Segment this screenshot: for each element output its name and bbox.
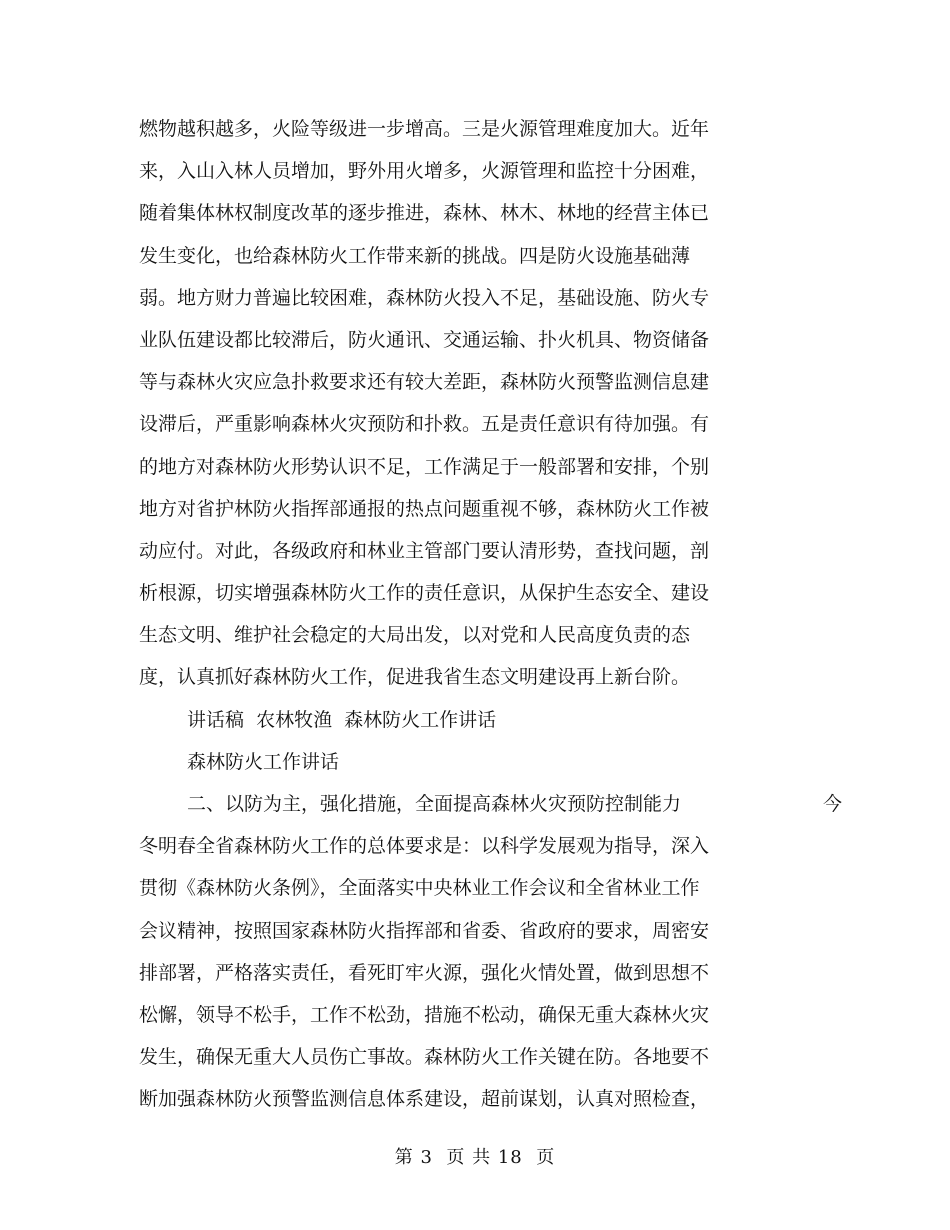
text-line: 业队伍建设都比较滞后，防火通讯、交通运输、扑火机具、物资储备 bbox=[139, 328, 710, 351]
document-body bbox=[139, 108, 842, 1121]
text-line: 排部署，严格落实责任，看死盯牢火源，强化火情处置，做到思想不 bbox=[139, 961, 710, 984]
paragraph-2 bbox=[139, 825, 759, 1120]
section-heading-tail: 今 bbox=[822, 793, 842, 815]
text-line: 贯彻《森林防火条例》，全面落实中央林业工作会议和全省林业工作 bbox=[139, 877, 700, 900]
text-line: 地方对省护林防火指挥部通报的热点问题重视不够，森林防火工作被 bbox=[139, 497, 710, 520]
subtitle: 森林防火工作讲话 bbox=[187, 750, 340, 773]
section-heading: 二、以防为主，强化措施，全面提高森林火灾预防控制能力 bbox=[187, 793, 682, 815]
text-line: 设滞后，严重影响森林火灾预防和扑救。五是责任意识有待加强。有 bbox=[139, 413, 710, 436]
text-line: 来，入山入林人员增加，野外用火增多，火源管理和监控十分困难， bbox=[139, 160, 710, 183]
section-heading-line bbox=[139, 783, 842, 825]
text-line: 会议精神，按照国家森林防火指挥部和省委、省政府的要求，周密安 bbox=[139, 919, 710, 942]
text-line: 度，认真抓好森林防火工作，促进我省生态文明建设再上新台阶。 bbox=[139, 666, 691, 689]
text-line: 弱。地方财力普遍比较困难，森林防火投入不足，基础设施、防火专 bbox=[139, 286, 710, 309]
text-line: 松懈，领导不松手，工作不松劲，措施不松动，确保无重大森林火灾 bbox=[139, 1003, 710, 1026]
text-line: 发生变化，也给森林防火工作带来新的挑战。四是防火设施基础薄 bbox=[139, 244, 691, 267]
text-line: 冬明春全省森林防火工作的总体要求是：以科学发展观为指导，深入 bbox=[139, 835, 710, 858]
text-line: 随着集体林权制度改革的逐步推进，森林、林木、林地的经营主体已 bbox=[139, 202, 710, 225]
paragraph-1 bbox=[139, 108, 759, 699]
text-line: 动应付。对此，各级政府和林业主管部门要认清形势，查找问题，剖 bbox=[139, 539, 710, 562]
text-line: 生态文明、维护社会稳定的大局出发，以对党和人民高度负责的态 bbox=[139, 624, 691, 647]
text-line: 断加强森林防火预警监测信息体系建设，超前谋划，认真对照检查， bbox=[139, 1088, 710, 1111]
tags-line: 讲话稿 农林牧渔 森林防火工作讲话 bbox=[187, 708, 497, 731]
page-footer bbox=[0, 1146, 950, 1170]
text-line: 的地方对森林防火形势认识不足，工作满足于一般部署和安排，个别 bbox=[139, 455, 710, 478]
text-line: 燃物越积越多，火险等级进一步增高。三是火源管理难度加大。近年 bbox=[139, 118, 710, 140]
page-indicator: 第 3 页 共 18 页 bbox=[394, 1147, 556, 1168]
text-line: 发生，确保无重大人员伤亡事故。森林防火工作关键在防。各地要不 bbox=[139, 1046, 710, 1069]
text-line: 析根源，切实增强森林防火工作的责任意识，从保护生态安全、建设 bbox=[139, 582, 710, 605]
text-line: 等与森林火灾应急扑救要求还有较大差距，森林防火预警监测信息建 bbox=[139, 371, 710, 394]
